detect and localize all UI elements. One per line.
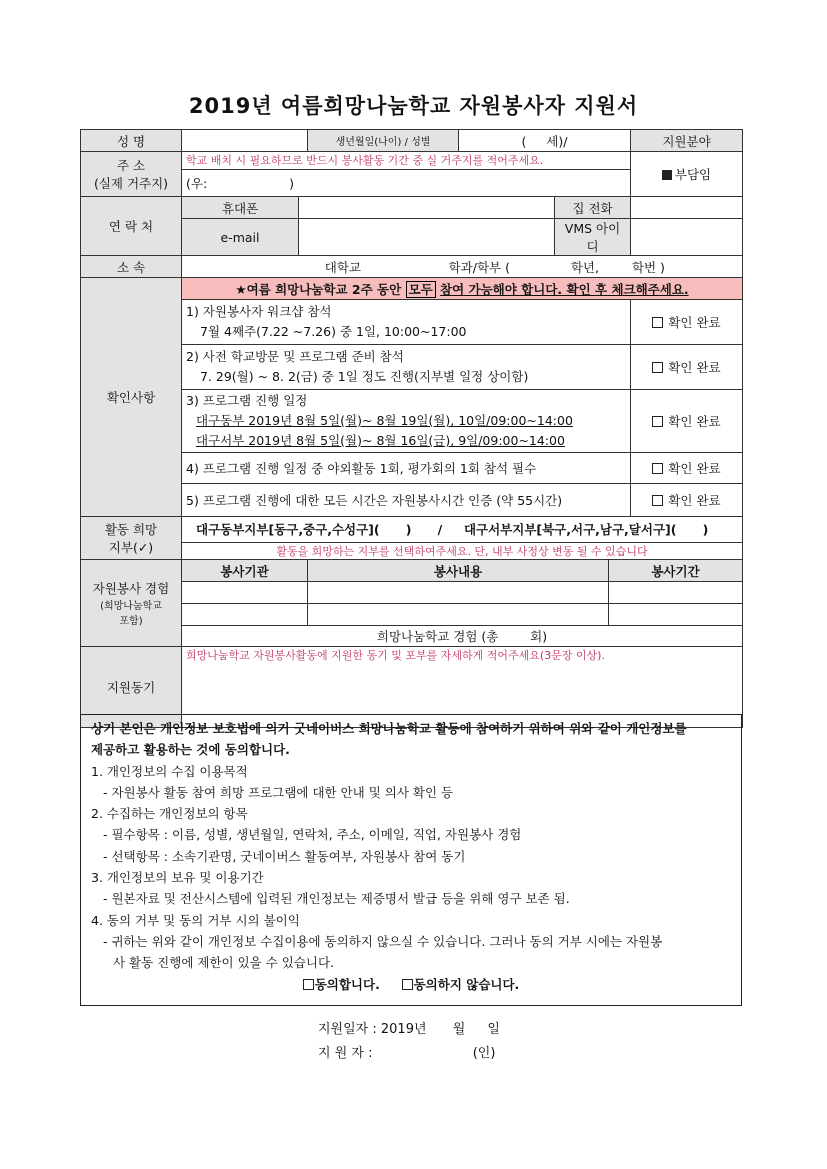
date-year[interactable]: 2019년 [380,1022,427,1037]
branch-label-1: 활동 희망 [104,522,158,537]
exp-period-1[interactable] [609,582,743,604]
confirm-item-2-detail: 7. 29(월) ~ 8. 2(금) 중 1일 정도 진행(지부별 일정 상이함) [200,369,529,384]
confirm-item-3-east: 대구동부 2019년 8월 5일(월)~ 8월 19일(월), 10일/09:00~14:00 [196,413,573,428]
confirm-check-3[interactable] [631,390,743,453]
signature-date [318,1018,500,1037]
notice-all: 모두 [406,281,436,298]
university-label: 대학교 [324,259,361,275]
consent-s3: 3. 개인정보의 보유 및 이용기간 [91,870,264,886]
agree-label: 동의합니다. [314,976,380,992]
experience-label-3: 포함) [119,616,143,627]
experience-label [81,560,182,647]
consent-intro-1: 상기 본인은 개인정보 보호법에 의거 굿네이버스 희망나눔학교 활동에 참여하기 위하여 위와 같이 개인정보를 [91,721,687,736]
consent-s2: 2. 수집하는 개인정보의 항목 [91,806,248,822]
exp-header-period: 봉사기간 [609,560,743,582]
address-label-main: 주 소 [116,158,146,173]
date-label: 지원일자 : [318,1022,377,1037]
branch-label-2: 지부(✓) [108,540,154,555]
checkbox-icon [652,495,663,506]
confirm-label: 확인사항 [81,278,182,517]
postal-close: ) [289,175,295,191]
exp-org-1[interactable] [182,582,308,604]
date-month[interactable]: 월 [452,1022,466,1037]
applicant-label: 지 원 자 : [318,1046,373,1061]
exp-total-open: 희망나눔학교 경험 (총 [376,629,499,644]
confirm-item-3 [182,390,631,453]
birth-field[interactable] [459,130,631,152]
exp-header-org: 봉사기관 [182,560,308,582]
age-open: ( [521,133,527,149]
check-label: 확인 완료 [668,461,721,476]
disagree-option[interactable] [402,977,520,992]
affiliation-label: 소 속 [81,256,182,278]
consent-s1: 1. 개인정보의 수집 이용목적 [91,763,248,779]
branch-label [81,517,182,560]
exp-content-2[interactable] [308,604,609,626]
field-value-cell [631,152,743,197]
notice-rest: 참여 가능해야 합니다. 확인 후 체크해주세요. [440,281,689,297]
mobile-label: 휴대폰 [182,197,299,219]
address-field[interactable] [182,169,631,196]
year-label: 학년, [570,259,599,275]
notice-banner [182,278,743,300]
confirm-item-2 [182,345,631,390]
consent-s4a: - 귀하는 위와 같이 개인정보 수집이용에 동의하지 않으실 수 있습니다. 그러나 동의 거부 시에는 자원봉 [103,933,663,949]
checkbox-icon [303,979,314,990]
vms-field[interactable] [631,219,743,256]
email-field[interactable] [299,219,555,256]
vms-label: VMS 아이디 [555,219,631,256]
check-label: 확인 완료 [668,493,721,508]
checkbox-icon [652,317,663,328]
branch-west[interactable]: 대구서부지부[북구,서구,남구,달서구]( [463,522,677,538]
branch-separator: / [437,522,443,538]
consent-s3a: - 원본자료 및 전산시스템에 입력된 개인정보는 제증명서 발급 등을 위해 영구 보존 됨. [103,891,570,907]
check-label: 확인 완료 [668,360,721,375]
branch-options[interactable] [182,517,743,543]
confirm-check-4[interactable] [631,453,743,484]
experience-label-1: 자원봉사 경험 [92,581,170,596]
contact-label: 연 락 처 [81,197,182,256]
exp-total-close: 회) [530,629,548,644]
home-phone-label: 집 전화 [555,197,631,219]
confirm-check-5[interactable] [631,484,743,517]
exp-total[interactable] [182,626,743,647]
checkbox-icon [652,416,663,427]
consent-s4b: 사 활동 진행에 제한이 있을 수 있습니다. [113,955,335,971]
filled-square-icon [662,170,672,180]
confirm-check-1[interactable] [631,300,743,345]
confirm-item-2-title: 2) 사전 학교방문 및 프로그램 준비 참석 [186,349,404,364]
signature-applicant [318,1042,495,1061]
field-value: 부담임 [674,167,712,182]
branch-east-close: ) [405,522,412,538]
confirm-item-3-west: 대구서부 2019년 8월 5일(월)~ 8월 16일(금), 9일/09:00~14:00 [196,433,565,448]
name-label: 성 명 [81,130,182,152]
consent-s2a: - 필수항목 : 이름, 성별, 생년월일, 연락처, 주소, 이메일, 직업, 자원봉사 경험 [103,827,522,843]
dept-label: 학과/학부 ( [448,259,510,275]
email-label: e-mail [182,219,299,256]
consent-box [80,714,742,1006]
page-title: 2019년 여름희망나눔학교 자원봉사자 지원서 [188,94,639,118]
postal-open: (우: [186,175,208,191]
motive-hint: 희망나눔학교 자원봉사활동에 지원한 동기 및 포부를 자세하게 적어주세요(3문장 이상). [186,649,605,662]
exp-content-1[interactable] [308,582,609,604]
date-day[interactable]: 일 [487,1022,500,1037]
checkbox-icon [652,463,663,474]
confirm-item-1 [182,300,631,345]
check-label: 확인 완료 [668,414,721,429]
consent-s1a: - 자원봉사 활동 참여 희망 프로그램에 대한 안내 및 의사 확인 등 [103,784,454,800]
disagree-label: 동의하지 않습니다. [413,976,520,992]
consent-s4: 4. 동의 거부 및 동의 거부 시의 불이익 [91,912,300,928]
address-hint: 학교 배치 시 필요하므로 반드시 봉사활동 기간 중 실 거주지를 적어주세요. [182,152,631,170]
consent-choice [91,974,731,995]
confirm-item-5: 5) 프로그램 진행에 대한 모든 시간은 자원봉사시간 인증 (약 55시간) [182,484,631,517]
seal-label[interactable]: (인) [472,1046,496,1061]
notice-star: ★여름 희망나눔학교 2주 동안 [235,281,402,297]
field-label: 지원분야 [631,130,743,152]
confirm-item-3-title: 3) 프로그램 진행 일정 [186,393,308,408]
consent-intro-2: 제공하고 활용하는 것에 동의합니다. [91,742,290,758]
motive-label: 지원동기 [81,647,182,728]
confirm-check-2[interactable] [631,345,743,390]
home-phone-field[interactable] [631,197,743,219]
check-label: 확인 완료 [668,315,721,330]
address-label [81,152,182,197]
exp-org-2[interactable] [182,604,308,626]
checkbox-icon [652,362,663,373]
address-label-sub: (실제 거주지) [93,176,169,191]
branch-east[interactable]: 대구동부지부[동구,중구,수성구]( [196,522,380,538]
confirm-item-1-detail: 7월 4째주(7.22 ~7.26) 중 1일, 10:00~17:00 [200,324,467,339]
branch-hint: 활동을 희망하는 지부를 선택하여주세요. 단, 내부 사정상 변동 될 수 있습니다 [182,542,743,559]
confirm-item-4: 4) 프로그램 진행 일정 중 야외활동 1회, 평가회의 1회 참석 필수 [182,453,631,484]
affiliation-field[interactable] [182,256,743,278]
checkbox-icon [402,979,413,990]
experience-label-2: (희망나눔학교 [100,601,162,612]
agree-option[interactable] [303,977,380,992]
consent-s2b: - 선택항목 : 소속기관명, 굿네이버스 활동여부, 자원봉사 참여 동기 [103,848,466,864]
mobile-field[interactable] [299,197,555,219]
student-no-label: 학번 ) [631,259,665,275]
exp-period-2[interactable] [609,604,743,626]
name-field[interactable] [182,130,308,152]
birth-label: 생년월일(나이) / 성별 [308,130,459,152]
branch-west-close: ) [702,522,709,538]
exp-header-content: 봉사내용 [308,560,609,582]
application-form [80,129,743,728]
age-close: 세)/ [546,133,568,149]
confirm-item-1-title: 1) 자원봉사자 워크샵 참석 [186,304,332,319]
